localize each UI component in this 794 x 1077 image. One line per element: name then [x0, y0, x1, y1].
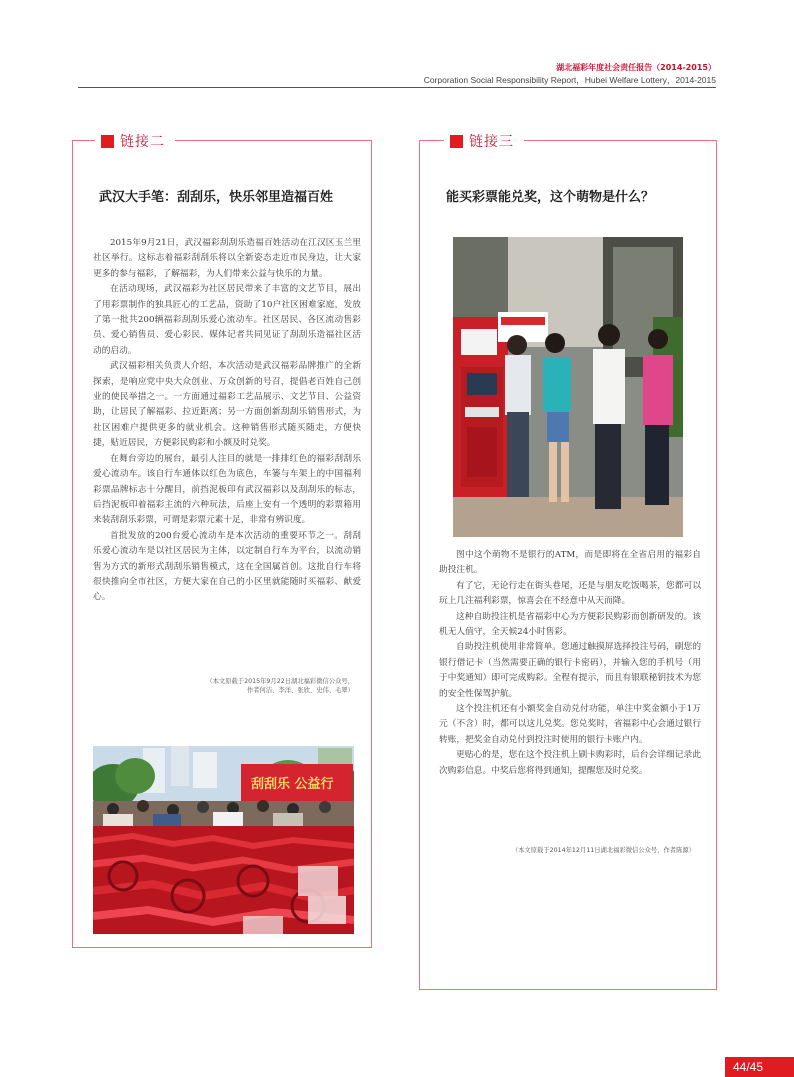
- red-square-icon: [101, 135, 114, 148]
- link-two-source-note: [206, 677, 354, 695]
- bicycle-event-illustration: [93, 746, 354, 934]
- paragraph: 武汉福彩相关负责人介绍，本次活动是武汉福彩品牌推广的全新探索，是响应党中央大众创业、万众创新的号召，提倡老百姓自己创业的使民举措之一。一方面通过福彩工艺品展示、文艺节目、公益资助，让居民了解福彩、拉近距离；另一方面创新刮刮乐销售形式，为社区困难户提供更多的就业机会。这种销售形式随买随走，方便快捷，贴近居民，方便彩民购彩和小额及时兑奖。: [93, 361, 361, 449]
- lottery-kiosk-photo: [453, 237, 683, 537]
- paragraph: 自助投注机使用非常简单。您通过触摸屏选择投注号码，刷您的银行借记卡（当然需要正确的银行卡密码），并输入您的手机号（用于中奖通知）即可完成购彩。全程有提示，而且有银联秘钥技术为您的安全性保驾护航。: [439, 642, 701, 699]
- paragraph: 这个投注机还有小额奖金自动兑付功能，单注中奖金额小于1万元（不含）时，都可以这儿兑奖。您兑奖时，省福彩中心会通过银行转账，把奖金自动兑付到投注时使用的银行卡账户内。: [439, 704, 701, 745]
- paragraph: 这种自助投注机是省福彩中心为方便彩民购彩而创新研发的。该机无人值守，全天候24小时售彩。: [439, 611, 701, 638]
- paragraph: 首批发放的200台爱心流动车是本次活动的重要环节之一。刮刮乐爱心流动车是以社区居民为主体，以定制自行车为平台，以流动销售为方式的新形式刮刮乐销售模式，这在全国属首创。这批自行车将很快推向全市社区，方便大家在自己的小区里就能随时买福彩、献爱心。: [93, 530, 361, 603]
- header-divider: [78, 87, 716, 88]
- page-number-tab: [725, 1057, 794, 1077]
- paragraph: 更贴心的是，您在这个投注机上刷卡购彩时，后台会详细记录此次购彩信息。中奖后您将得到通知，提醒您及时兑奖。: [439, 750, 701, 776]
- source-line: （本文原载于2014年12月11日湖北福彩微信公众号，作者陈源）: [511, 847, 695, 854]
- bicycle-event-photo: [93, 746, 354, 934]
- link-three-article-body: [439, 548, 701, 779]
- paragraph: 2015年9月21日，武汉福彩刮刮乐造福百姓活动在江汉区玉兰里社区举行。这标志着福彩刮刮乐将以全新姿态走近市民身边，让大家更多的参与福彩，了解福彩，为人们带来公益与快乐的力量。: [93, 238, 361, 279]
- link-three-tab: [444, 131, 524, 151]
- source-line: 作者何洁、李洋、张欣、史伟、毛翠）: [246, 687, 354, 694]
- link-three-source-note: [512, 846, 695, 855]
- paragraph: 图中这个萌物不是银行的ATM，而是即将在全省启用的福彩自助投注机。: [439, 550, 701, 576]
- report-subtitle: Corporation Social Responsibility Report，Hubei Welfare Lottery，2014-2015: [423, 75, 716, 85]
- event-banner-text: 刮刮乐 公益行: [251, 777, 334, 792]
- link-two-article-body: [93, 236, 361, 606]
- link-two-article-title: 武汉大手笔：刮刮乐，快乐邻里造福百姓: [99, 190, 334, 205]
- paragraph: 在活动现场，武汉福彩为社区居民带来了丰富的文艺节目，展出了用彩票制作的独具匠心的工艺品，资助了10户社区困难家庭，发放了第一批共200辆福彩刮刮乐爱心流动车。社区居民、各区流动售彩员、爱心销售员、爱心彩民、媒体记者共同见证了刮刮乐造福社区活动的启动。: [93, 284, 361, 356]
- lottery-kiosk-illustration: [453, 237, 683, 537]
- paragraph: 在舞台旁边的展台，最引人注目的就是一排排红色的福彩刮刮乐爱心流动车。该自行车通体以红色为底色，车篓与车架上的中国福利彩票品牌标志十分醒目，前挡泥板印有武汉福彩以及刮刮乐的标志，后挡泥板印着福彩主流的六种玩法，后座上安有一个透明的彩票箱用来装刮刮乐彩票，可谓是彩票元素十足，非常有辨识度。: [93, 453, 361, 526]
- link-three-label: 链接三: [469, 134, 514, 150]
- page-number: 44/45: [733, 1060, 764, 1074]
- source-line: （本文原载于2015年9月22日湖北福彩微信公众号，: [206, 678, 354, 685]
- link-two-label: 链接二: [120, 134, 165, 150]
- link-three-article-title: 能买彩票能兑奖，这个萌物是什么？: [446, 190, 655, 205]
- red-square-icon: [450, 135, 463, 148]
- report-title: 湖北福彩年度社会责任报告（2014-2015）: [556, 63, 716, 72]
- link-two-tab: [95, 131, 175, 151]
- paragraph: 有了它，无论行走在街头巷尾，还是与朋友吃饭喝茶，您都可以玩上几注福利彩票，惊喜会在不经意中从天而降。: [439, 580, 701, 607]
